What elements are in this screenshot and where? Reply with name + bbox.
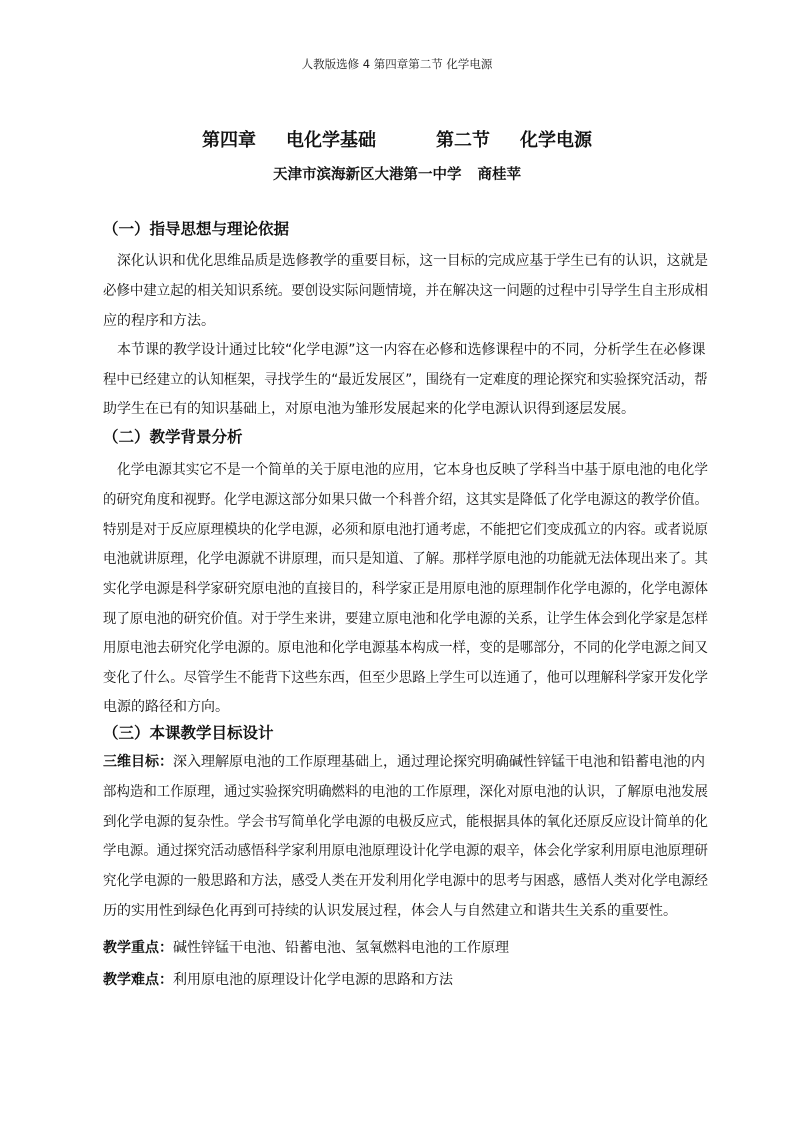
paragraph-line: 电源的路径和方向。 — [103, 699, 229, 715]
section-heading-guiding-ideas: （一）指导思想与理论依据 — [103, 220, 290, 238]
paragraph-line: 学电源。通过探究活动感悟科学家利用原电池原理设计化学电源的艰辛，体会化学家利用原电池原理研 — [103, 843, 708, 859]
paragraph-line: 现了原电池的研究价值。对于学生来讲，要建立原电池和化学电源的关系，让学生体会到化学家是怎样 — [103, 611, 708, 627]
title-section: 第二节 — [436, 130, 490, 151]
title-chapter-name: 电化学基础 — [286, 130, 376, 151]
paragraph-line: 电池就讲原理，化学电源就不讲原理，而只是知道、了解。那样学原电池的功能就无法体现出来了。其 — [103, 551, 708, 567]
paragraph-line: 化学电源其实它不是一个简单的关于原电池的应用，它本身也反映了学科当中基于原电池的电化学 — [117, 462, 708, 478]
goal-first-line — [103, 751, 705, 771]
title-section-name: 化学电源 — [520, 130, 592, 151]
paragraph-line: 变化了什么。尽管学生不能背下这些东西，但至少思路上学生可以连通了，他可以理解科学家开发化学 — [103, 670, 708, 686]
goal-text: 深入理解原电池的工作原理基础上，通过理论探究明确碱性锌锰干电池和铅蓄电池的内 — [173, 754, 705, 770]
paragraph-line: 深化认识和优化思维品质是选修教学的重要目标，这一目标的完成应基于学生已有的认识，这就是 — [117, 253, 708, 269]
paragraph-line: 必修中建立起的相关知识系统。要创设实际问题情境，并在解决这一问题的过程中引导学生自主形成相 — [103, 283, 708, 299]
paragraph-line: 历的实用性到绿色化再到可持续的认识发展过程，体会人与自然建立和谐共生关系的重要性。 — [103, 903, 677, 919]
difficulty-label: 教学难点： — [103, 972, 173, 988]
paragraph-line: 究化学电源的一般思路和方法，感受人类在开发利用化学电源中的思考与困惑，感悟人类对化学电源经 — [103, 873, 708, 889]
goal-label: 三维目标： — [103, 754, 173, 770]
paragraph-line: 助学生在已有的知识基础上，对原电池为雏形发展起来的化学电源认识得到逐层发展。 — [103, 401, 635, 417]
paragraph-line: 本节课的教学设计通过比较“化学电源”这一内容在必修和选修课程中的不同，分析学生在必修课 — [117, 342, 706, 358]
difficulty-line — [103, 969, 453, 989]
difficulty-text: 利用原电池的原理设计化学电源的思路和方法 — [173, 972, 453, 988]
paragraph-line: 到化学电源的复杂性。学会书写简单化学电源的电极反应式，能根据具体的氧化还原反应设计简单的化 — [103, 814, 708, 830]
paragraph-line: 的研究角度和视野。化学电源这部分如果只做一个科普介绍，这其实是降低了化学电源这的教学价值。 — [103, 492, 708, 508]
title-chapter: 第四章 — [202, 130, 256, 151]
paragraph-line: 用原电池去研究化学电源的。原电池和化学电源基本构成一样，变的是哪部分，不同的化学电源之间又 — [103, 640, 708, 656]
paragraph-line: 特别是对于反应原理模块的化学电源，必须和原电池打通考虑，不能把它们变成孤立的内容。或者说原 — [103, 522, 708, 538]
author-name: 商桂苹 — [477, 167, 521, 183]
key-point-text: 碱性锌锰干电池、铅蓄电池、氢氧燃料电池的工作原理 — [173, 940, 509, 956]
key-point-line — [103, 937, 509, 957]
running-header: 人教版选修 4 第四章第二节 化学电源 — [301, 57, 493, 71]
paragraph-line: 应的程序和方法。 — [103, 313, 215, 329]
author-school: 天津市滨海新区大港第一中学 — [273, 167, 462, 183]
paragraph-line: 实化学电源是科学家研究原电池的直接目的，科学家正是用原电池的原理制作化学电源的，化学电源体 — [103, 581, 708, 597]
section-heading-objectives: （三）本课教学目标设计 — [103, 724, 274, 742]
key-point-label: 教学重点： — [103, 940, 173, 956]
section-heading-background: （二）教学背景分析 — [103, 428, 243, 446]
paragraph-line: 部构造和工作原理，通过实验探究明确燃料的电池的工作原理，深化对原电池的认识，了解原电池发展 — [103, 784, 708, 800]
page-title — [0, 126, 794, 152]
author-line — [0, 163, 794, 184]
paragraph-line: 程中已经建立的认知框架，寻找学生的“最近发展区”，围绕有一定难度的理论探究和实验探究活动，帮 — [103, 372, 708, 388]
